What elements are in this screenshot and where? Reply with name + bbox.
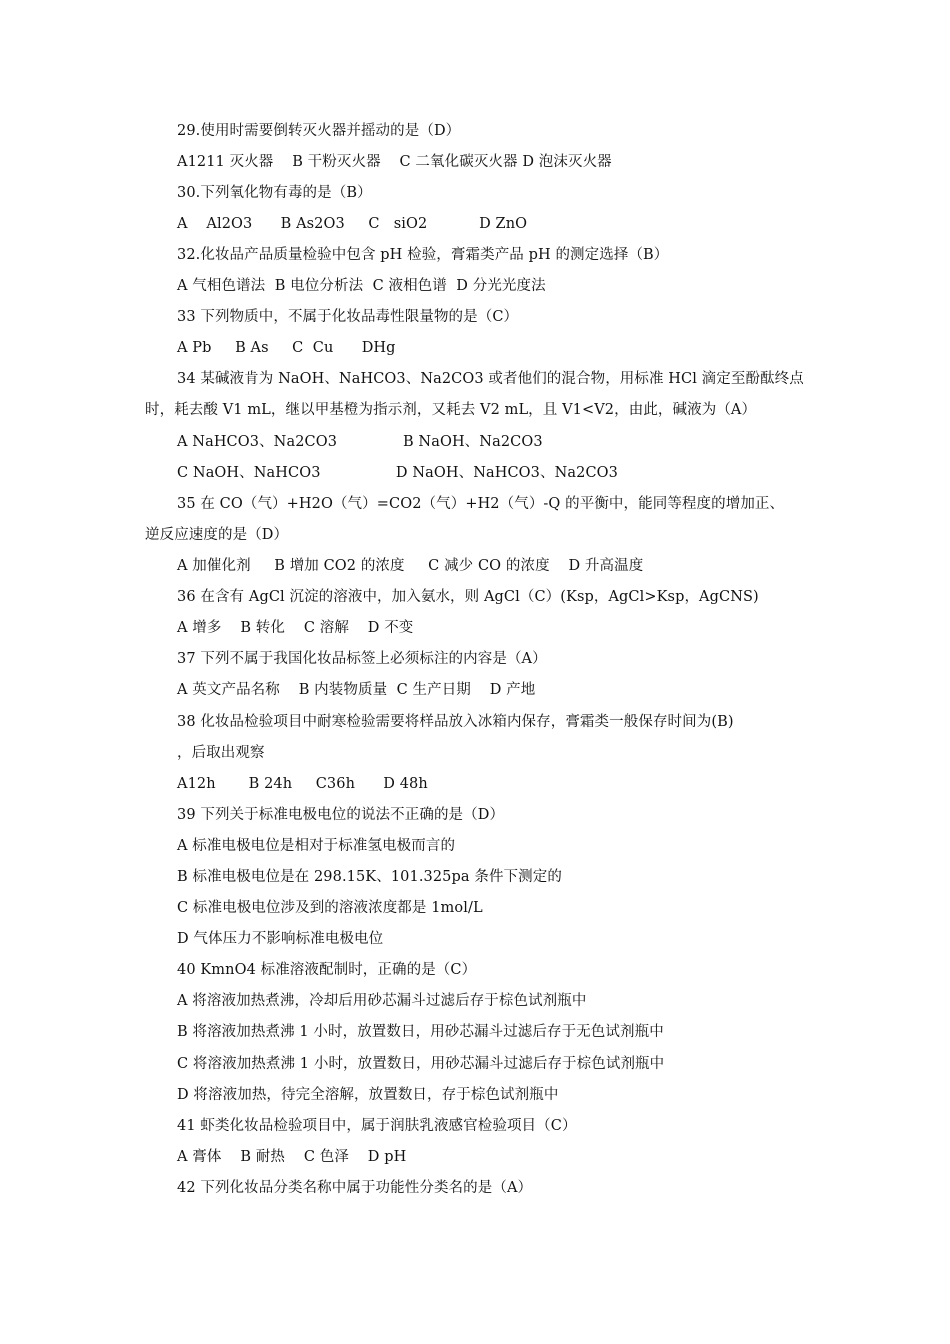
question-38-options: A12h B 24h C36h D 48h	[177, 776, 428, 792]
question-40-option-b: B 将溶液加热煮沸 1 小时，放置数日，用砂芯漏斗过滤后存于无色试剂瓶中	[177, 1024, 664, 1040]
question-39-option-b: B 标准电极电位是在 298.15K、101.325pa 条件下测定的	[177, 869, 562, 885]
question-37-options: A 英文产品名称 B 内装物质量 C 生产日期 D 产地	[177, 682, 536, 698]
question-34-options-1: A NaHCO3、Na2CO3 B NaOH、Na2CO3	[177, 434, 543, 450]
question-37: 37 下列不属于我国化妆品标签上必须标注的内容是（A）	[177, 651, 547, 667]
question-30-options: A Al2O3 B As2O3 C siO2 D ZnO	[177, 216, 528, 232]
question-38-line-1: 38 化妆品检验项目中耐寒检验需要将样品放入冰箱内保存，膏霜类一般保存时间为(B)	[177, 714, 734, 730]
question-35-options: A 加催化剂 B 增加 CO2 的浓度 C 减少 CO 的浓度 D 升高温度	[177, 558, 644, 574]
question-36-options: A 增多 B 转化 C 溶解 D 不变	[177, 620, 414, 636]
question-39-option-c: C 标准电极电位涉及到的溶液浓度都是 1mol/L	[177, 900, 483, 916]
question-32-options: A 气相色谱法 B 电位分析法 C 液相色谱 D 分光光度法	[177, 278, 546, 294]
question-33-options: A Pb B As C Cu DHg	[177, 340, 396, 356]
question-39: 39 下列关于标准电极电位的说法不正确的是（D）	[177, 807, 505, 823]
question-40-option-d: D 将溶液加热，待完全溶解，放置数日，存于棕色试剂瓶中	[177, 1087, 559, 1103]
question-41: 41 虾类化妆品检验项目中，属于润肤乳液感官检验项目（C）	[177, 1118, 577, 1134]
question-34-line-1: 34 某碱液肯为 NaOH、NaHCO3、Na2CO3 或者他们的混合物，用标准 HCl 滴定至酚酞终点	[177, 371, 804, 387]
question-39-option-a: A 标准电极电位是相对于标准氢电极而言的	[177, 838, 456, 854]
question-39-option-d: D 气体压力不影响标准电极电位	[177, 931, 384, 947]
question-42: 42 下列化妆品分类名称中属于功能性分类名的是（A）	[177, 1180, 533, 1196]
question-29-options: A1211 灭火器 B 干粉灭火器 C 二氧化碳灭火器 D 泡沫灭火器	[177, 154, 612, 170]
question-41-options: A 膏体 B 耐热 C 色泽 D pH	[177, 1149, 407, 1165]
question-29: 29.使用时需要倒转灭火器并摇动的是（D）	[177, 123, 461, 139]
question-32: 32.化妆品产品质量检验中包含 pH 检验，膏霜类产品 pH 的测定选择（B）	[177, 247, 669, 263]
question-40-option-a: A 将溶液加热煮沸，冷却后用砂芯漏斗过滤后存于棕色试剂瓶中	[177, 993, 587, 1009]
question-35-line-1: 35 在 CO（气）+H2O（气）=CO2（气）+H2（气）-Q 的平衡中，能同等程度的增加正、	[177, 496, 785, 512]
question-36: 36 在含有 AgCl 沉淀的溶液中，加入氨水，则 AgCl（C）(Ksp，AgCl>Ksp，AgCNS)	[177, 589, 759, 605]
question-38-line-2: ，后取出观察	[177, 745, 265, 761]
question-33: 33 下列物质中，不属于化妆品毒性限量物的是（C）	[177, 309, 519, 325]
question-34-line-2: 时，耗去酸 V1 mL，继以甲基橙为指示剂，又耗去 V2 mL，且 V1<V2，由此，碱液为（A）	[145, 402, 757, 418]
question-34-options-2: C NaOH、NaHCO3 D NaOH、NaHCO3、Na2CO3	[177, 465, 618, 481]
question-30: 30.下列氧化物有毒的是（B）	[177, 185, 372, 201]
question-35-line-2: 逆反应速度的是（D）	[145, 527, 289, 543]
question-40: 40 KmnO4 标准溶液配制时，正确的是（C）	[177, 962, 477, 978]
question-40-option-c: C 将溶液加热煮沸 1 小时，放置数日，用砂芯漏斗过滤后存于棕色试剂瓶中	[177, 1056, 665, 1072]
